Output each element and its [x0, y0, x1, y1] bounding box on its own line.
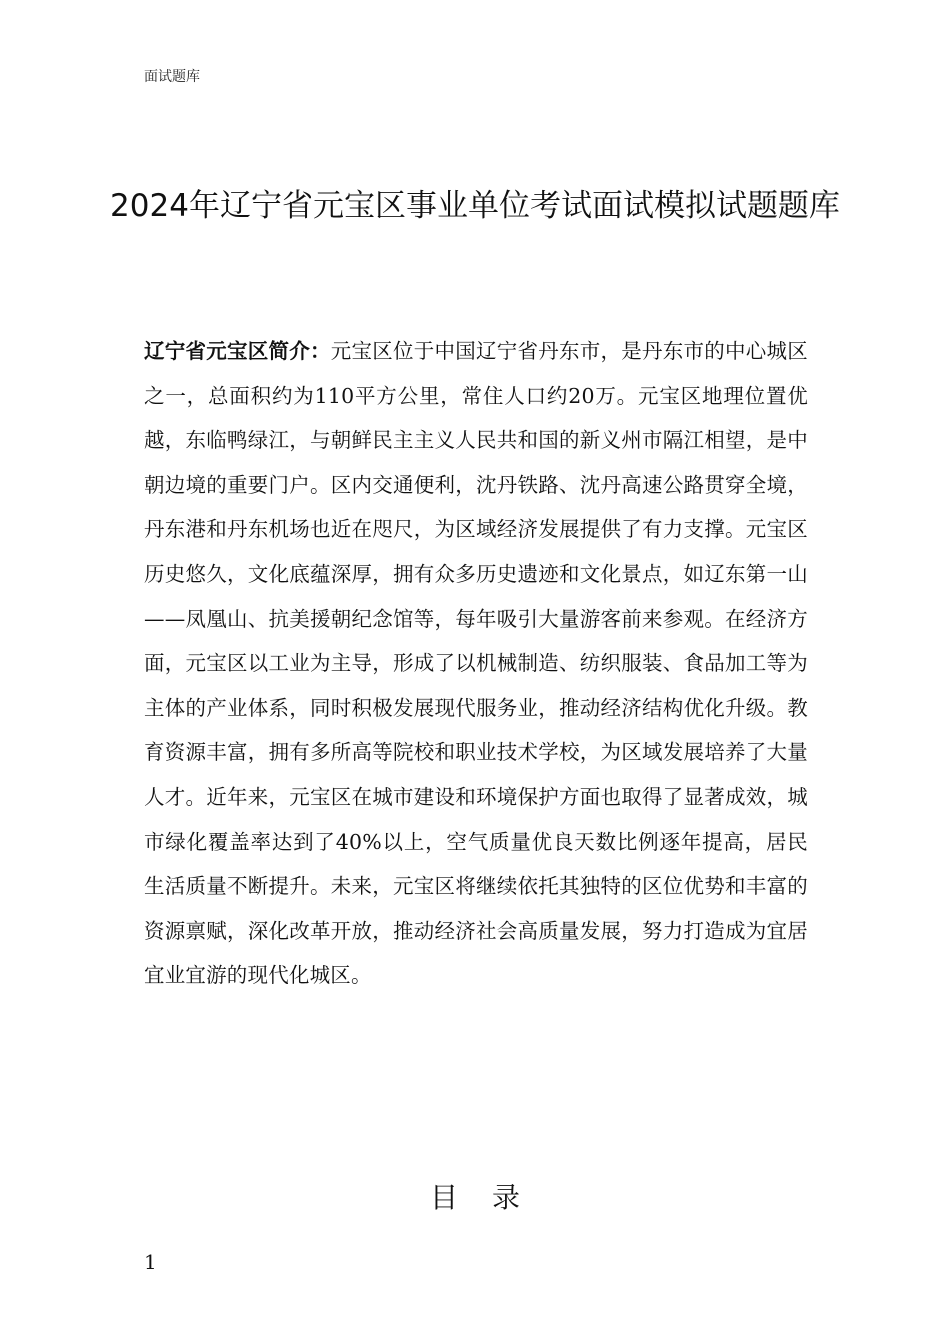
intro-text: 元宝区位于中国辽宁省丹东市，是丹东市的中心城区之一，总面积约为110平方公里，常住人口约20万。元宝区地理位置优越，东临鸭绿江，与朝鲜民主主义人民共和国的新义州市隔江相望，是中朝边境的重要门户。区内交通便利，沈丹铁路、沈丹高速公路贯穿全境，丹东港和丹东机场也近在咫尺，为区域经济发展提供了有力支撑。元宝区历史悠久，文化底蕴深厚，拥有众多历史遗迹和文化景点，如辽东第一山——凤凰山、抗美援朝纪念馆等，每年吸引大量游客前来参观。在经济方面，元宝区以工业为主导，形成了以机械制造、纺织服装、食品加工等为主体的产业体系，同时积极发展现代服务业，推动经济结构优化升级。教育资源丰富，拥有多所高等院校和职业技术学校，为区域发展培养了大量人才。近年来，元宝区在城市建设和环境保护方面也取得了显著成效，城市绿化覆盖率达到了40%以上，空气质量优良天数比例逐年提高，居民生活质量不断提升。未来，元宝区将继续依托其独特的区位优势和丰富的资源禀赋，深化改革开放，推动经济社会高质量发展，努力打造成为宜居宜业宜游的现代化城区。: [144, 339, 808, 988]
page-number: 1: [144, 1250, 157, 1274]
intro-label: 辽宁省元宝区简介：: [144, 339, 331, 363]
intro-paragraph: [144, 329, 808, 998]
running-header: 面试题库: [144, 69, 200, 85]
document-title: 2024年辽宁省元宝区事业单位考试面试模拟试题题库: [110, 188, 840, 224]
toc-heading: 目录: [429, 1181, 554, 1214]
